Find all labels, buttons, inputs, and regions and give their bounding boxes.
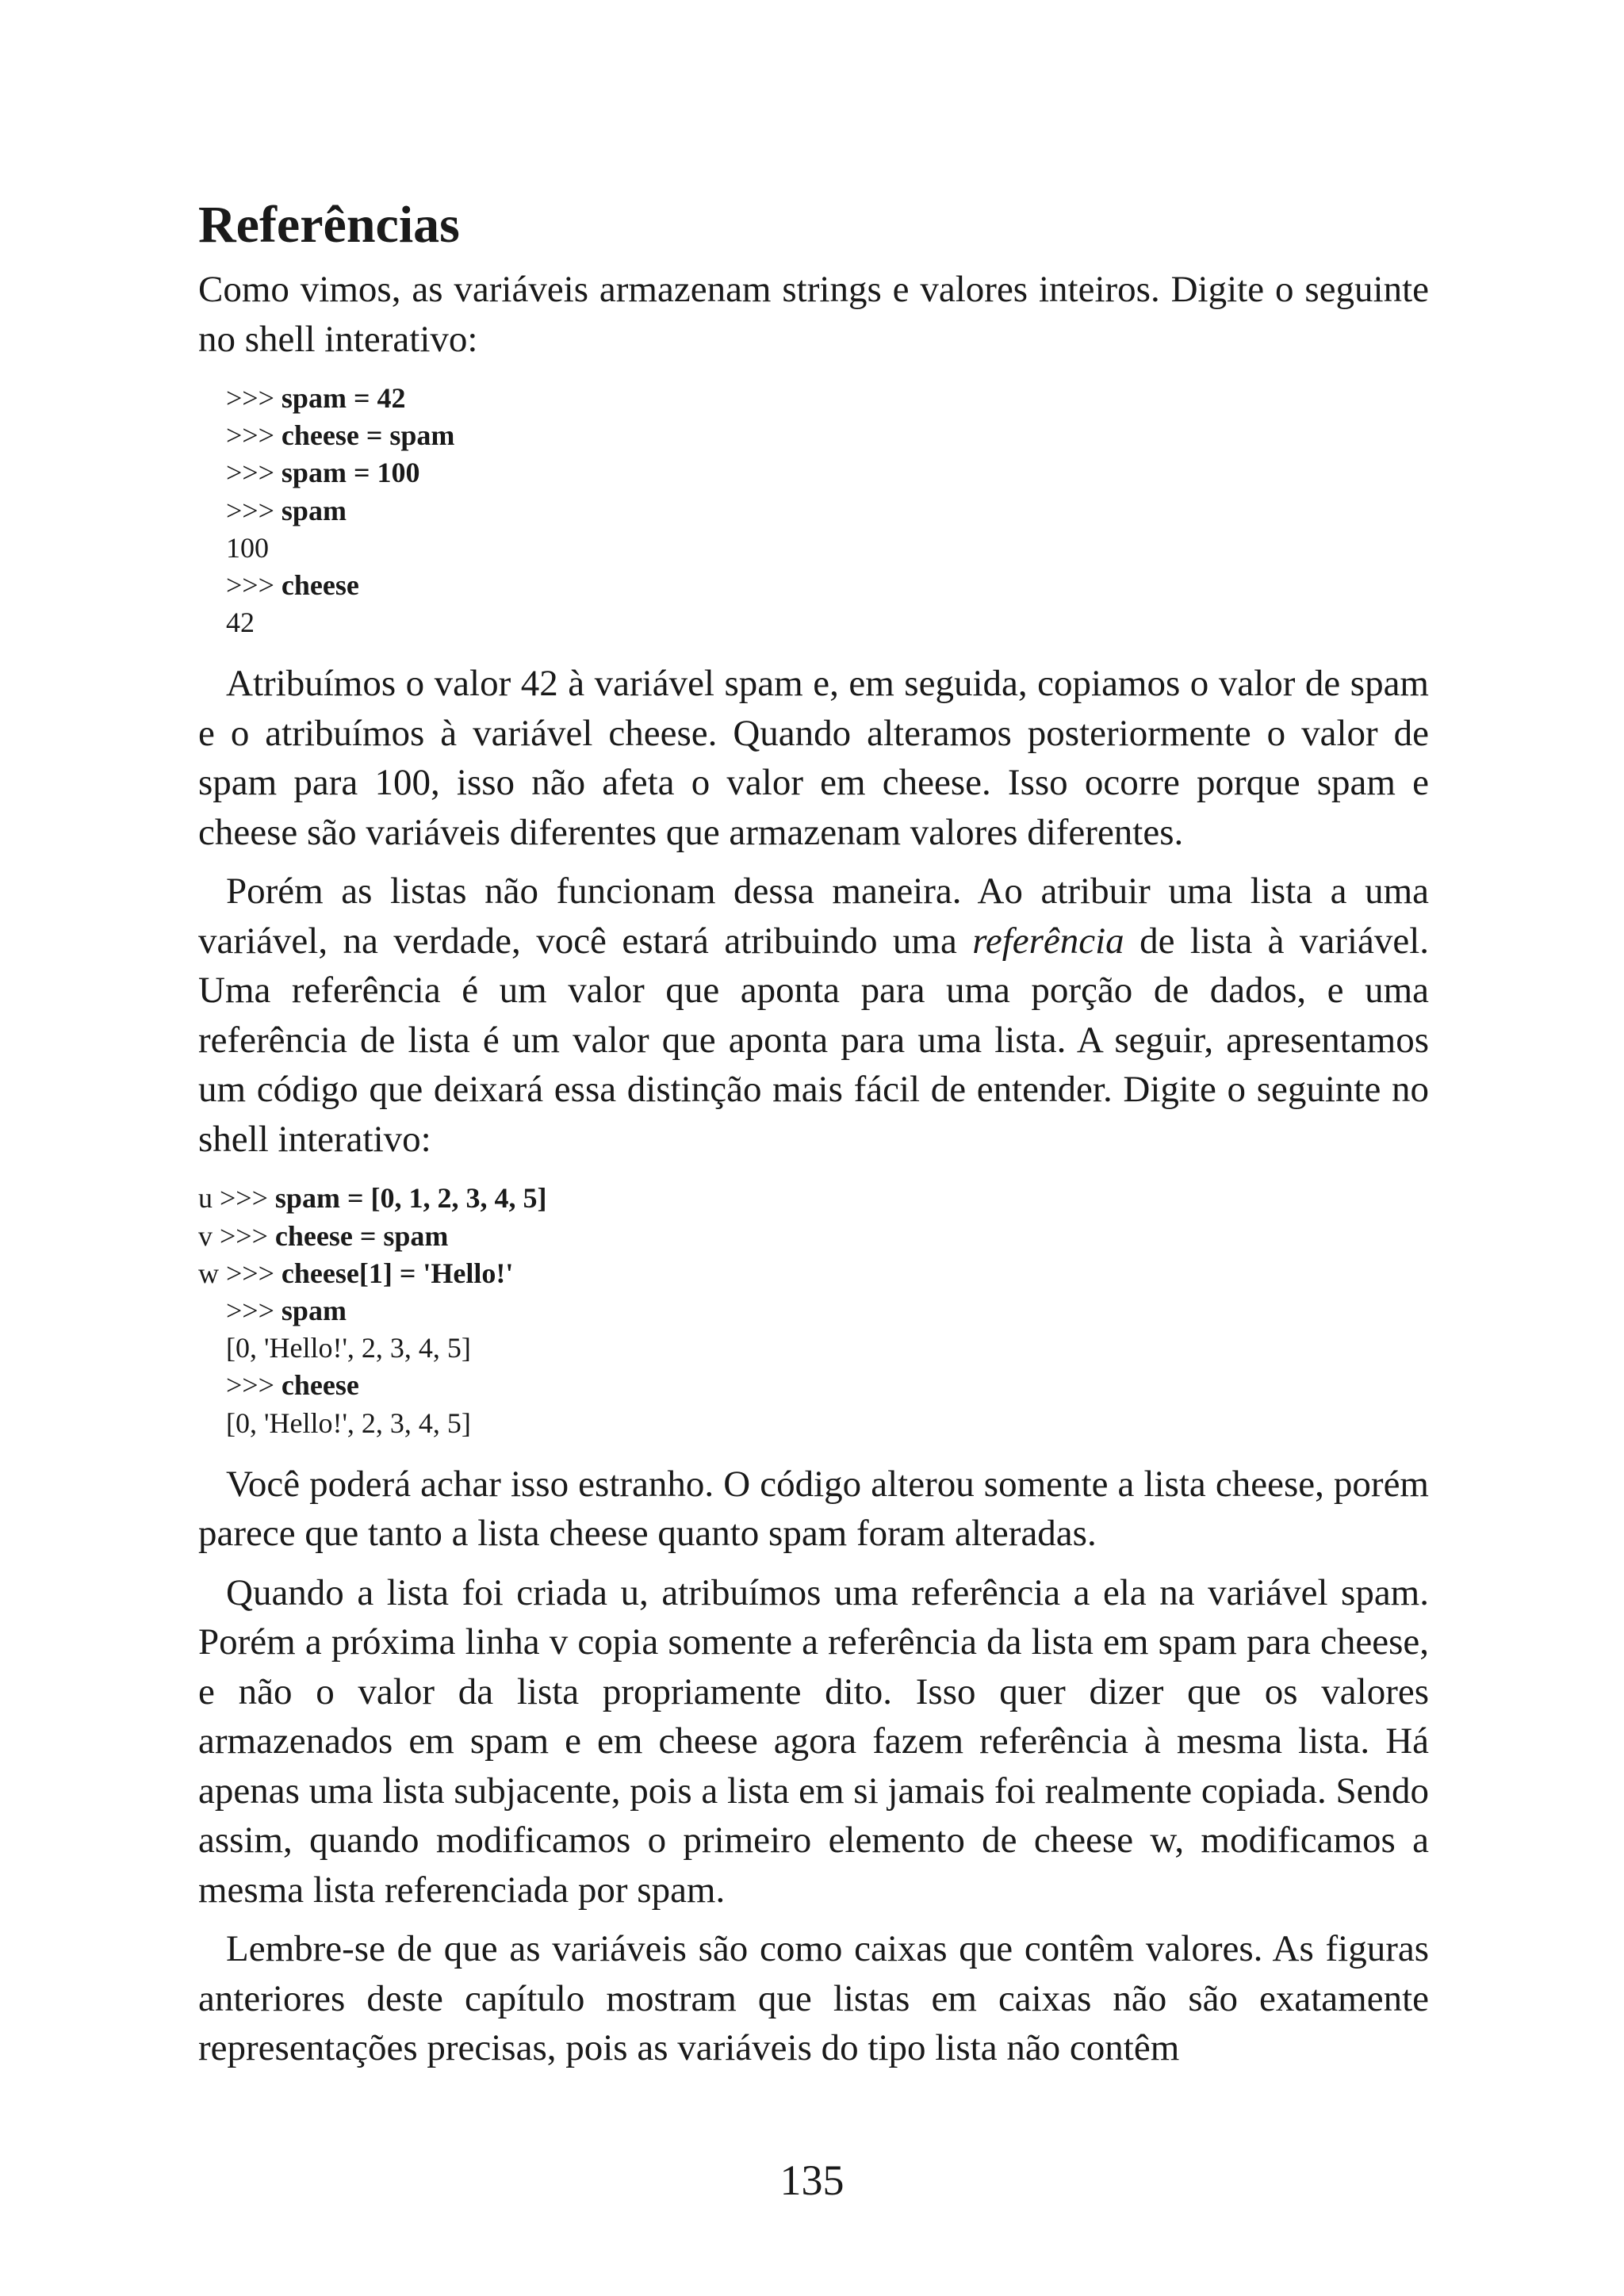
code-line: >>> cheese = spam — [226, 419, 455, 452]
code-output: 100 — [226, 531, 269, 564]
code-output: [0, 'Hello!', 2, 3, 4, 5] — [226, 1332, 471, 1364]
code-line: >>> spam = 42 — [226, 382, 406, 414]
code-line: >>> spam — [226, 494, 347, 526]
code-block-2 — [198, 1180, 1429, 1441]
paragraph-strange: Você poderá achar isso estranho. O código alterou somente a lista cheese, porém parece que tanto a lista cheese quanto spam foram alteradas. — [198, 1463, 1429, 1555]
paragraph-reference: Quando a lista foi criada u, atribuímos uma referência a ela na variável spam. Porém a próxima linha v copia somente a referência da lista em spam para cheese, e não o valor da lista propriamente dito. Isso quer dizer que os valores armazenados em spam e em cheese agora fazem referência à mesma lista. Há apenas uma lista subjacente, pois a lista em si jamais foi realmente copiada. Sendo assim, quando modificamos o primeiro elemento de cheese w, modificamos a mesma lista referenciada por spam. — [198, 1571, 1429, 1911]
paragraph-lists: Porém as listas não funcionam dessa maneira. Ao atribuir uma lista a uma variável, na verdade, você estará atribuindo uma referência de lista à variável. Uma referência é um valor que aponta para uma porção de dados, e uma referência de lista é um valor que aponta para uma lista. A seguir, apresentamos um código que deixará essa distinção mais fácil de entender. Digite o seguinte no shell interativo: — [198, 871, 1429, 1160]
code-line: u >>> spam = [0, 1, 2, 3, 4, 5] — [198, 1182, 547, 1215]
code-line: >>> spam — [226, 1295, 347, 1327]
section-heading: Referências — [198, 196, 460, 254]
paragraph-boxes: Lembre-se de que as variáveis são como caixas que contêm valores. As figuras anteriores deste capítulo mostram que listas em caixas não são exatamente representações precisas, pois as variáveis do tipo lista não contêm — [198, 1928, 1429, 2069]
code-output: [0, 'Hello!', 2, 3, 4, 5] — [226, 1406, 471, 1439]
paragraph-intro: Como vimos, as variáveis armazenam strings e valores inteiros. Digite o seguinte no shell interativo: — [198, 269, 1429, 360]
italic-term: referência — [972, 920, 1124, 962]
page-number: 135 — [779, 2156, 845, 2204]
code-line: >>> spam = 100 — [226, 457, 420, 489]
page-content — [198, 190, 1429, 2083]
code-output: 42 — [226, 607, 255, 639]
code-line: w >>> cheese[1] = 'Hello!' — [198, 1257, 514, 1289]
paragraph-explanation: Atribuímos o valor 42 à variável spam e, em seguida, copiamos o valor de spam e o atribuímos à variável cheese. Quando alteramos posteriormente o valor de spam para 100, isso não afeta o valor em cheese. Isso ocorre porque spam e cheese são variáveis diferentes que armazenam valores diferentes. — [198, 663, 1429, 853]
code-block-1 — [198, 380, 1429, 641]
code-line: >>> cheese — [226, 1369, 359, 1402]
code-line: v >>> cheese = spam — [198, 1219, 449, 1252]
code-line: >>> cheese — [226, 569, 359, 602]
